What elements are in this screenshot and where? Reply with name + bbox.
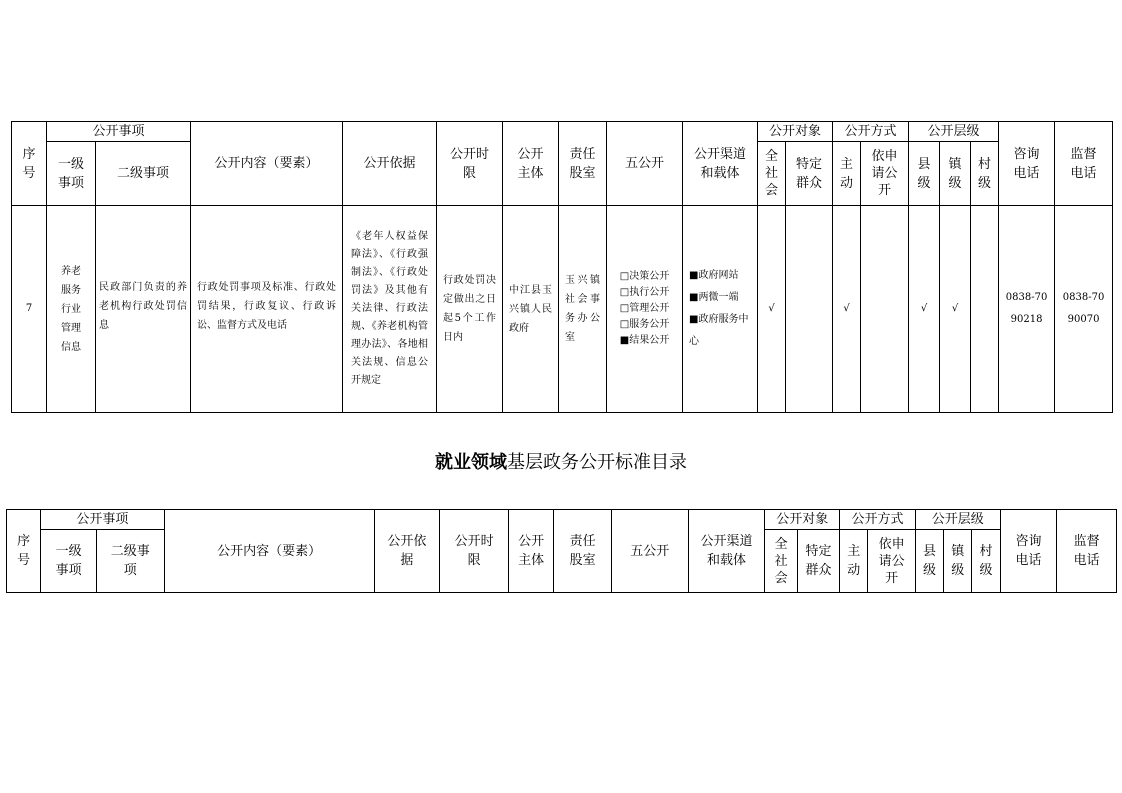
cell-active: √ [833,206,861,413]
header2-specific-group: 特定 群众 [797,530,839,593]
header-town: 镇 级 [940,142,971,206]
section-title [0,450,1122,476]
cell-five-open [607,206,683,413]
header2-target-group: 公开对象 [765,510,840,530]
header2-content: 公开内容（要素） [164,510,374,593]
header-county: 县 级 [909,142,940,206]
cell-village [971,206,999,413]
header2-subject: 公开 主体 [508,510,553,593]
header-level1: 一级 事项 [47,142,96,206]
five-open-result: ■结果公开 [619,335,670,346]
header-active: 主 动 [833,142,861,206]
cell-subject: 中江县玉兴镇人民政府 [503,206,559,413]
header-whole-society: 全 社 会 [758,142,786,206]
channel-gov-service-center: ■政府服务中心 [689,314,749,347]
header-basis: 公开依据 [343,122,437,206]
cell-basis: 《老年人权益保障法》、《行政强制法》、《行政处罚法》及其他有关法律、行政法规、《养老机构管理办法》、各地相关法规、信息公开规定 [343,206,437,413]
channel-gov-website: ■政府网站 [689,270,739,281]
header-level-group: 公开层级 [909,122,999,142]
header2-village: 村 级 [972,530,1000,593]
cell-channel [683,206,758,413]
catalog-table-employment [6,509,1117,593]
header-office: 责任 股室 [559,122,607,206]
cell-consult-phone: 0838-70 90218 [999,206,1055,413]
header-method-group: 公开方式 [833,122,909,142]
header-on-request: 依申 请公 开 [861,142,909,206]
header2-level1: 一级 事项 [41,530,97,593]
cell-office: 玉兴镇社会事务办公室 [559,206,607,413]
cell-level2: 民政部门负责的养老机构行政处罚信息 [96,206,191,413]
header-channel: 公开渠道 和载体 [683,122,758,206]
header-seq: 序 号 [12,122,47,206]
section-title-rest: 基层政务公开标准目录 [507,452,687,473]
header2-active: 主 动 [840,530,868,593]
header2-method-group: 公开方式 [840,510,916,530]
table-row [12,206,1113,413]
catalog-table-pension [11,121,1113,413]
cell-on-request [861,206,909,413]
header2-matter-group: 公开事项 [41,510,164,530]
header2-seq: 序 号 [7,510,41,593]
header-time-limit: 公开时 限 [437,122,503,206]
header-supervise-phone: 监督 电话 [1055,122,1113,206]
header-consult-phone: 咨询 电话 [999,122,1055,206]
header2-whole-society: 全 社 会 [765,530,797,593]
header-matter-group: 公开事项 [47,122,191,142]
channel-wechat-weibo-app: ■两微一端 [689,292,739,303]
header-five-open: 五公开 [607,122,683,206]
header-content: 公开内容（要素） [191,122,343,206]
five-open-service: □服务公开 [619,319,670,330]
header2-five-open: 五公开 [611,510,688,593]
header2-on-request: 依申 请公 开 [868,530,915,593]
header2-level2: 二级事 项 [96,530,164,593]
section-title-bold: 就业领域 [435,452,507,473]
cell-county: √ [909,206,940,413]
five-open-management: □管理公开 [619,303,670,314]
header2-office: 责任 股室 [554,510,612,593]
header2-consult-phone: 咨询 电话 [1000,510,1057,593]
header2-channel: 公开渠道 和载体 [688,510,765,593]
header2-basis: 公开依 据 [374,510,440,593]
header-level2: 二级事项 [96,142,191,206]
header2-county: 县 级 [915,530,943,593]
header-village: 村 级 [971,142,999,206]
header-target-group: 公开对象 [758,122,833,142]
five-open-execution: □执行公开 [619,287,670,298]
header2-town: 镇 级 [944,530,972,593]
cell-content: 行政处罚事项及标准、行政处罚结果，行政复议、行政诉讼、监督方式及电话 [191,206,343,413]
cell-supervise-phone: 0838-70 90070 [1055,206,1113,413]
header-subject: 公开 主体 [503,122,559,206]
cell-level1: 养老 服务 行业 管理 信息 [47,206,96,413]
header2-level-group: 公开层级 [915,510,1000,530]
header2-time-limit: 公开时 限 [440,510,509,593]
header-specific-group: 特定 群众 [786,142,833,206]
cell-whole-society: √ [758,206,786,413]
header2-supervise-phone: 监督 电话 [1057,510,1117,593]
cell-seq: 7 [12,206,47,413]
cell-time-limit: 行政处罚决定做出之日起5个工作日内 [437,206,503,413]
cell-specific-group [786,206,833,413]
five-open-decision: □决策公开 [619,271,670,282]
cell-town: √ [940,206,971,413]
